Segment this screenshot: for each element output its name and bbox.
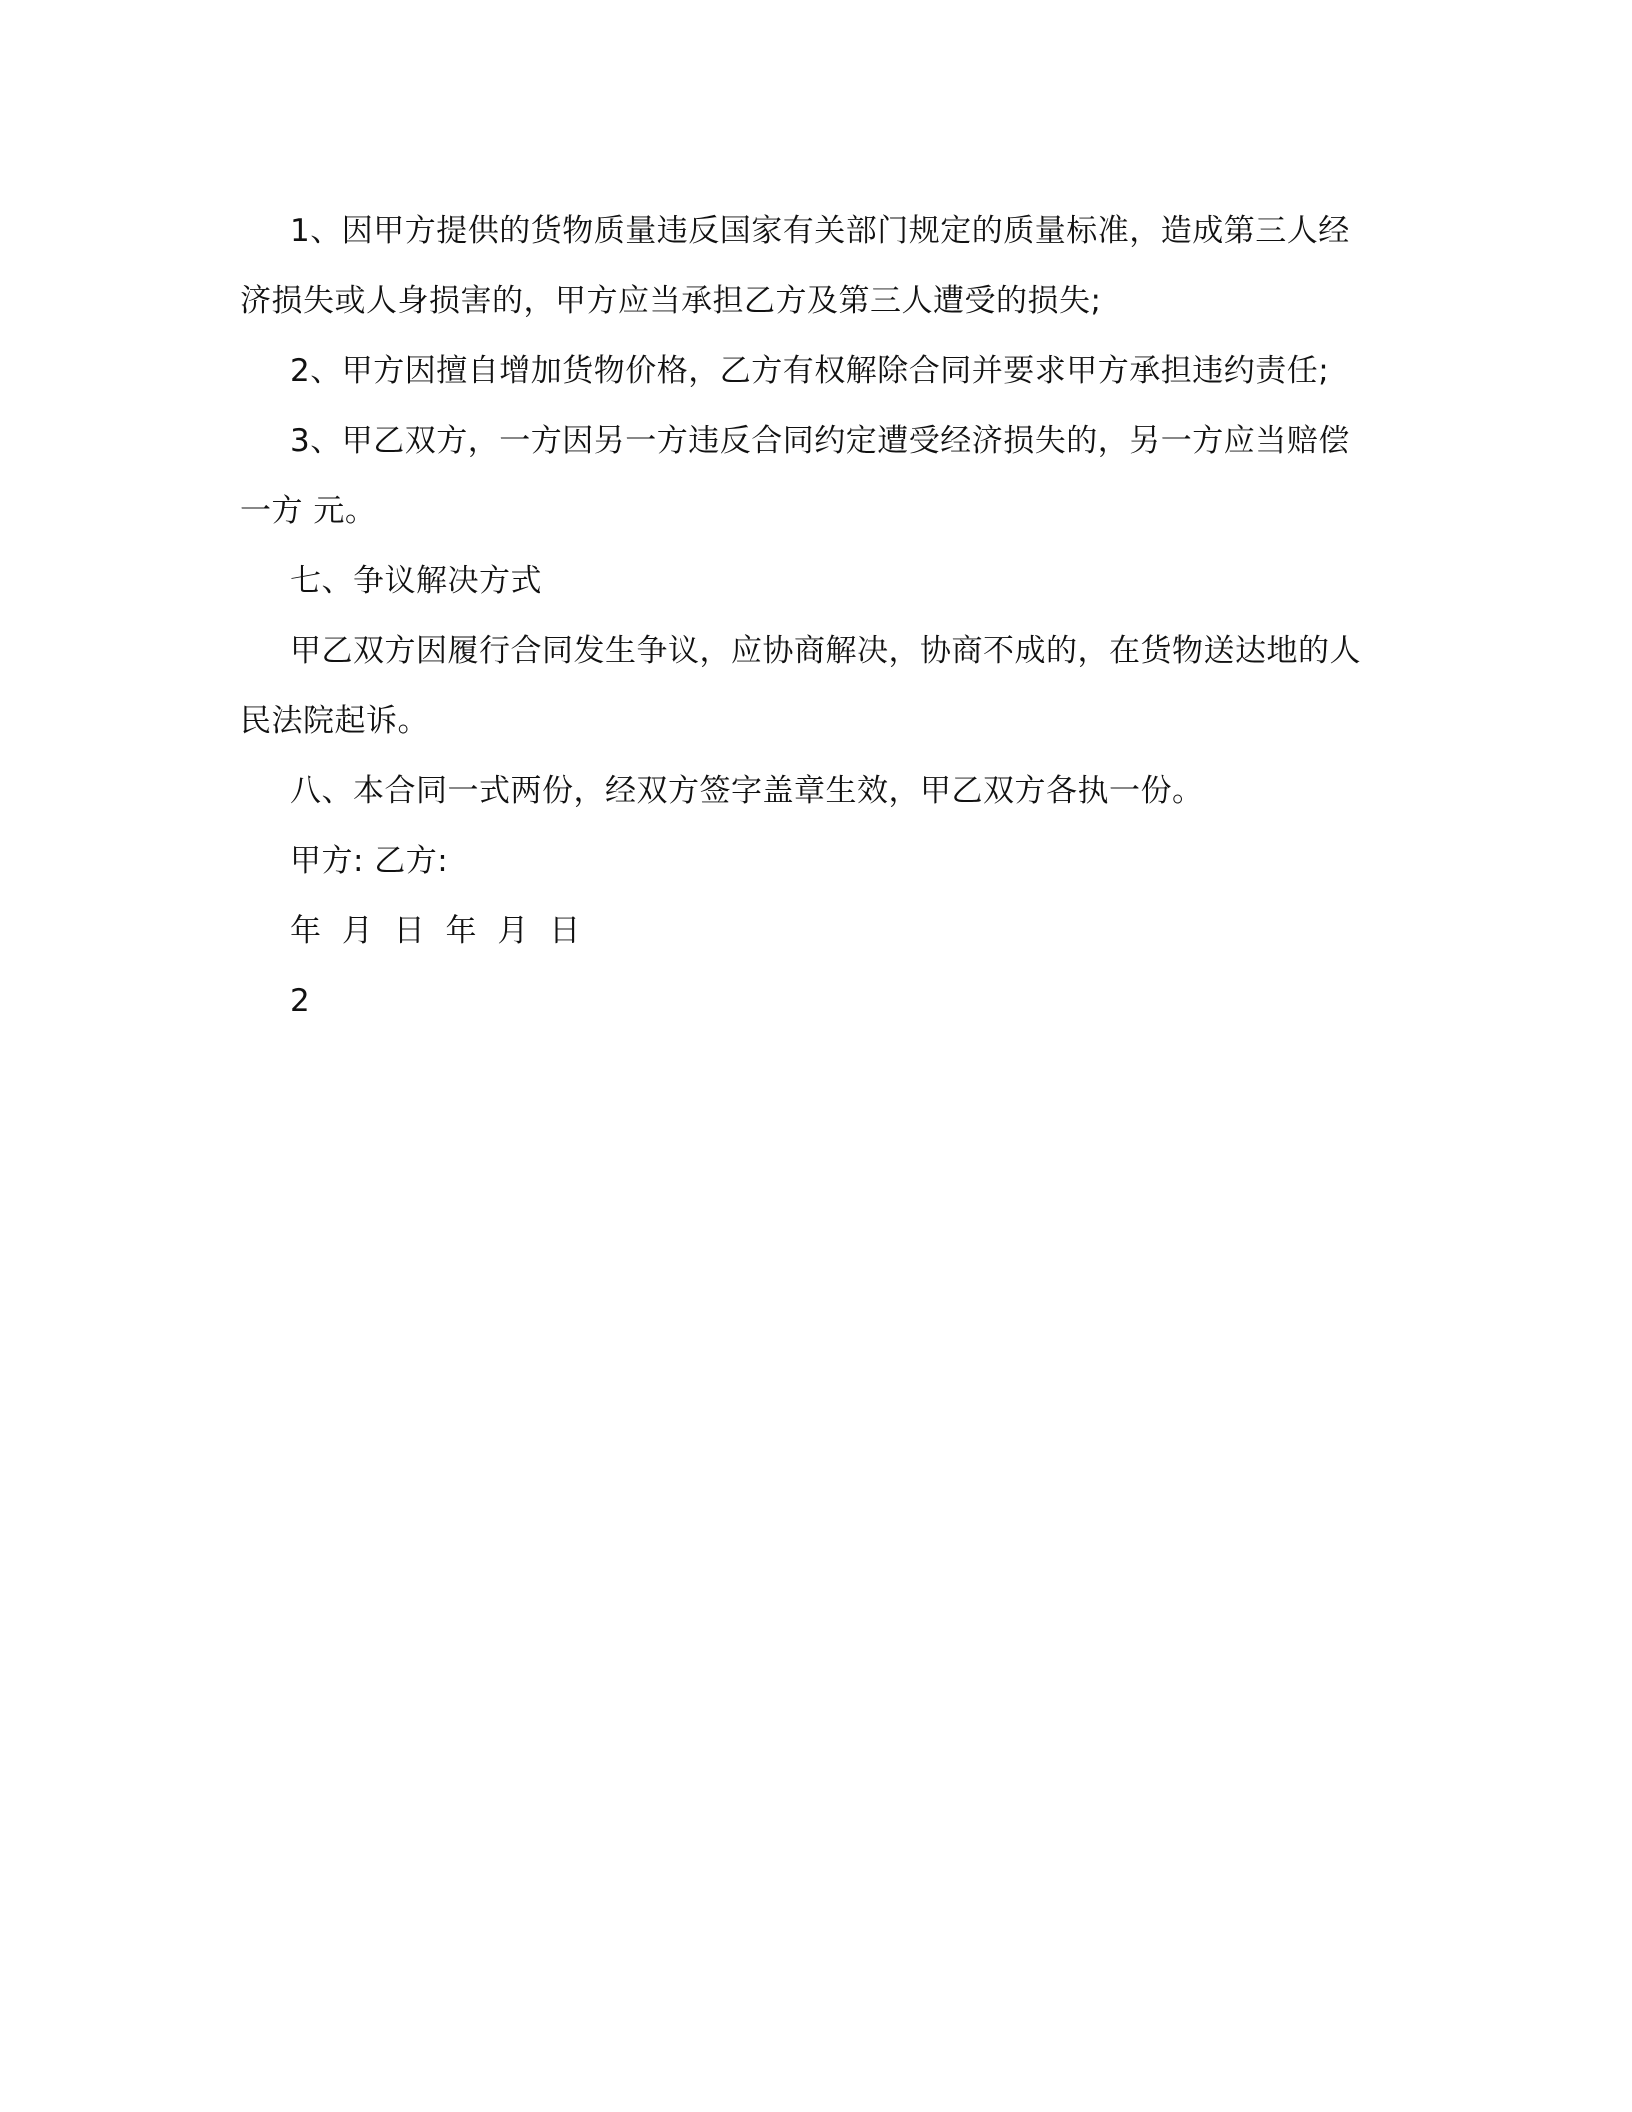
document-body — [240, 196, 1372, 1036]
signature-parties-line: 甲方: 乙方: — [290, 843, 449, 879]
section-8-paragraph: 八、本合同一式两份，经双方签字盖章生效，甲乙双方各执一份。 — [290, 773, 1204, 809]
page-number: 2 — [290, 983, 311, 1019]
section-7-heading: 七、争议解决方式 — [290, 563, 542, 599]
clause-3-paragraph: 3、甲乙双方，一方因另一方违反合同约定遭受经济损失的，另一方应当赔偿一方 元。 — [240, 423, 1350, 529]
clause-2-paragraph: 2、甲方因擅自增加货物价格，乙方有权解除合同并要求甲方承担违约责任; — [290, 353, 1330, 389]
dispute-resolution-paragraph: 甲乙双方因履行合同发生争议，应协商解决，协商不成的，在货物送达地的人民法院起诉。 — [240, 633, 1361, 739]
signature-dates-line: 年 月 日 年 月 日 — [290, 913, 581, 949]
clause-1-paragraph: 1、因甲方提供的货物质量违反国家有关部门规定的质量标准，造成第三人经济损失或人身损害的，甲方应当承担乙方及第三人遭受的损失; — [240, 213, 1350, 319]
